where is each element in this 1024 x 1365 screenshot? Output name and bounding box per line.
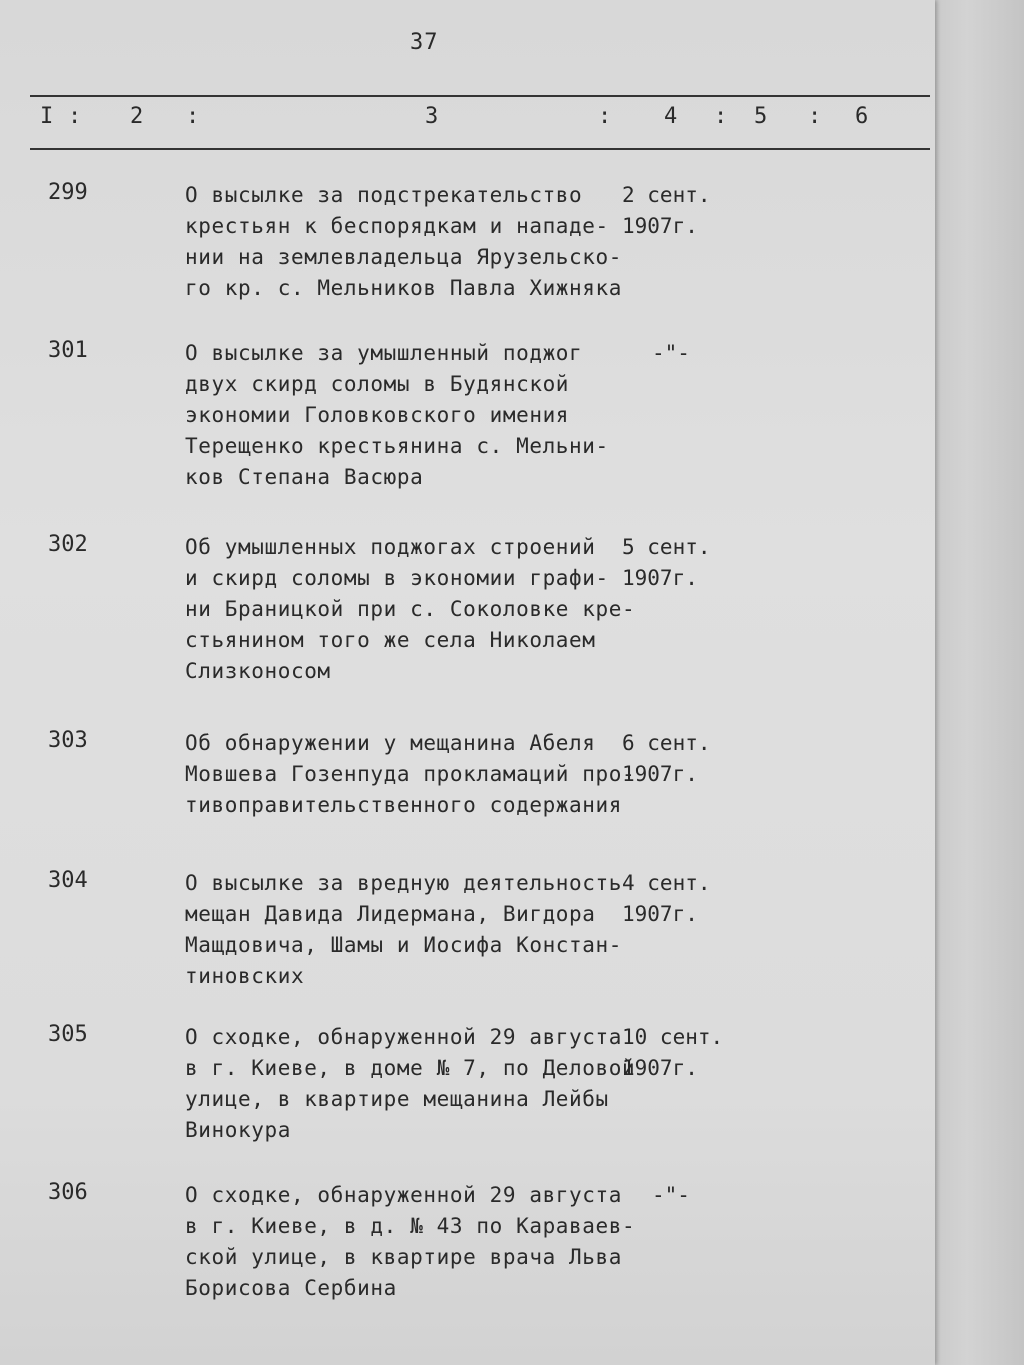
entry-number: 305 [48,1022,88,1047]
column-separator: : [68,104,82,129]
entry-date [622,338,752,369]
entry-number: 302 [48,532,88,557]
description-line: Мовшева Гозенпуда прокламаций про- [185,762,636,786]
column-header-6: 6 [855,104,869,129]
entry-number: 304 [48,868,88,893]
date-line: -"- [652,341,690,365]
date-line: 1907г. [622,902,698,926]
description-line: и скирд соломы в экономии графи- [185,566,609,590]
entry-description [185,868,645,992]
description-line: Об обнаружении у мещанина Абеля [185,731,596,755]
header-rule-top [30,95,930,97]
entry-date [622,1180,752,1211]
description-line: Об умышленных поджогах строений [185,535,596,559]
page-edge [927,0,1024,1365]
column-header-1: I [40,104,54,129]
description-line: стьянином того же села Николаем [185,628,596,652]
entry-description [185,338,645,493]
date-line: 5 сент. [622,535,711,559]
description-line: крестьян к беспорядкам и нападе- [185,214,609,238]
entry-date [622,1022,752,1084]
entry-number: 306 [48,1180,88,1205]
column-header-5: 5 [754,104,768,129]
description-line: О сходке, обнаруженной 29 августа [185,1025,623,1049]
entry-description [185,728,645,821]
description-line: Борисова Сербина [185,1276,397,1300]
column-header-2: 2 [130,104,144,129]
column-header-4: 4 [664,104,678,129]
description-line: в г. Киеве, в доме № 7, по Деловой [185,1056,636,1080]
entry-date [622,728,752,790]
date-line: 2 сент. [622,183,711,207]
description-line: экономии Головковского имения [185,403,570,427]
date-line: 1907г. [622,566,698,590]
description-line: Терещенко крестьянина с. Мельни- [185,434,609,458]
column-header-3: 3 [425,104,439,129]
header-rule-bottom [30,148,930,150]
date-line: 4 сент. [622,871,711,895]
description-line: О высылке за вредную деятельность [185,871,623,895]
column-separator: : [808,104,822,129]
description-line: ков Степана Васюра [185,465,424,489]
date-line: 1907г. [622,214,698,238]
entry-number: 299 [48,180,88,205]
date-line: 1907г. [622,762,698,786]
description-line: Мащдовича, Шамы и Иосифа Констан- [185,933,623,957]
description-line: улице, в квартире мещанина Лейбы [185,1087,609,1111]
date-line: 10 сент. [622,1025,724,1049]
entry-number: 301 [48,338,88,363]
description-line: тивоправительственного содержания [185,793,623,817]
date-line: 1907г. [622,1056,698,1080]
entry-date [622,180,752,242]
description-line: ни Браницкой при с. Соколовке кре- [185,597,636,621]
description-line: в г. Киеве, в д. № 43 по Караваев- [185,1214,636,1238]
date-line: 6 сент. [622,731,711,755]
entry-date [622,532,752,594]
entry-description [185,180,645,304]
description-line: двух скирд соломы в Будянской [185,372,570,396]
column-separator: : [598,104,612,129]
entry-description [185,1022,645,1146]
page-number: 37 [410,30,439,55]
description-line: нии на землевладельца Ярузельско- [185,245,623,269]
description-line: О высылке за подстрекательство [185,183,583,207]
description-line: тиновских [185,964,305,988]
description-line: Винокура [185,1118,291,1142]
entry-number: 303 [48,728,88,753]
description-line: мещан Давида Лидермана, Вигдора [185,902,596,926]
description-line: Слизконосом [185,659,331,683]
entry-description [185,1180,645,1304]
column-separator: : [186,104,200,129]
description-line: О сходке, обнаруженной 29 августа [185,1183,623,1207]
description-line: ской улице, в квартире врача Льва [185,1245,623,1269]
entry-date [622,868,752,930]
date-line: -"- [652,1183,690,1207]
entry-description [185,532,645,687]
description-line: го кр. с. Мельников Павла Хижняка [185,276,623,300]
column-separator: : [714,104,728,129]
description-line: О высылке за умышленный поджог [185,341,583,365]
